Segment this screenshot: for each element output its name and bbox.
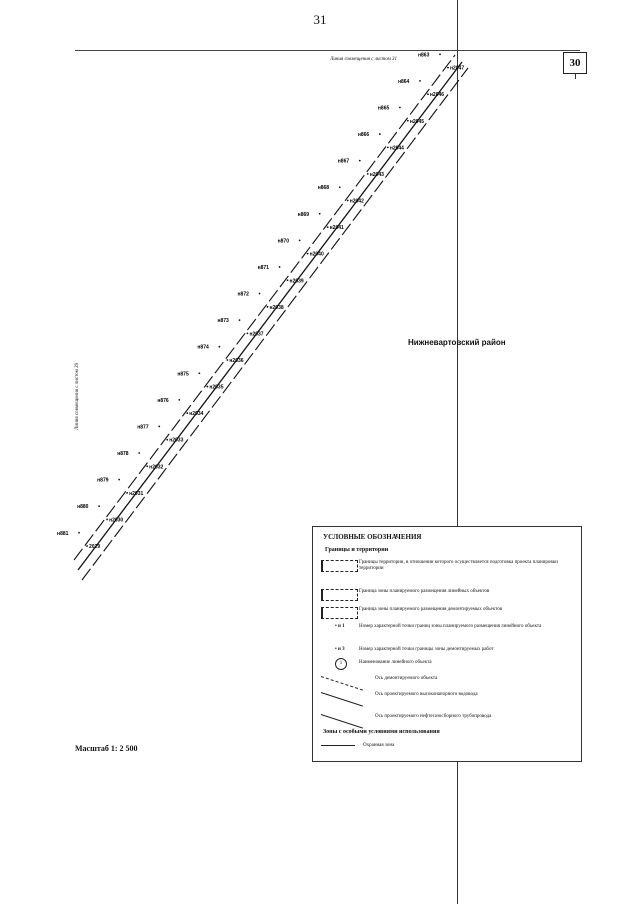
- lower-point-label: н2032: [149, 464, 164, 471]
- lower-point-label: н2043: [369, 171, 384, 178]
- lower-point-marker: [387, 146, 389, 148]
- upper-point-marker: [239, 319, 241, 321]
- upper-point-marker: [198, 372, 200, 374]
- lower-point-marker: [206, 386, 208, 388]
- lower-point-marker: [287, 279, 289, 281]
- lower-point-marker: [247, 333, 249, 335]
- upper-point-marker: [118, 479, 120, 481]
- upper-point-marker: [339, 186, 341, 188]
- upper-point-label: н864: [397, 78, 410, 85]
- lower-point-label: н2042: [349, 198, 364, 205]
- legend-line-symbol: [321, 714, 363, 729]
- legend-item-text: Ось проектируемого нефтегазосборного трубопровода: [375, 714, 492, 719]
- upper-point-label: н865: [377, 105, 390, 112]
- lower-point-marker: [106, 519, 108, 521]
- lower-point-label: н2045: [409, 118, 425, 125]
- lower-point-label: н2041: [329, 225, 344, 232]
- lower-point-label: н2035: [209, 384, 224, 391]
- lower-point-label: н2034: [189, 411, 204, 418]
- upper-point-label: н869: [297, 211, 310, 218]
- lower-point-marker: [347, 200, 349, 202]
- lower-point-marker: [146, 465, 148, 467]
- lower-point-marker: [126, 492, 128, 494]
- point-labels: [57, 52, 464, 550]
- page-number: 31: [313, 12, 327, 27]
- lower-point-label: н2038: [269, 304, 284, 311]
- upper-point-label: н868: [317, 185, 330, 192]
- legend-item-text: Граница зоны планируемого размещения демонтируемых объектов: [359, 607, 503, 612]
- upper-point-label: н870: [277, 238, 290, 245]
- legend-item-text: Номер характерной точки границ зоны планируемого размещения линейного объекта: [359, 624, 542, 629]
- lower-point-label: н2031: [129, 490, 144, 497]
- legend-item-text: Граница зоны планируемого размещения линейных объектов: [359, 589, 490, 594]
- legend-boundary-symbol: [321, 589, 358, 601]
- legend-item-text: Ось проектируемого высоконапорного водовода: [375, 692, 478, 697]
- upper-point-marker: [259, 293, 261, 295]
- upper-point-label: н875: [177, 371, 189, 378]
- upper-point-marker: [319, 213, 321, 215]
- lower-point-label: н2036: [229, 357, 244, 364]
- upper-point-marker: [138, 452, 140, 454]
- lower-point-label: н2039: [289, 278, 304, 285]
- upper-point-label: н877: [137, 424, 149, 431]
- upper-point-marker: [219, 346, 221, 348]
- lower-point-marker: [186, 412, 188, 414]
- lower-point-marker: [447, 67, 449, 69]
- upper-point-marker: [98, 505, 100, 507]
- legend-zone-symbol: [321, 745, 355, 746]
- upper-point-label: н863: [417, 52, 430, 59]
- upper-point-label: н881: [57, 530, 69, 537]
- legend-point-symbol: • н 1: [335, 624, 345, 629]
- upper-point-marker: [178, 399, 180, 401]
- legend-item-text: Номер характерной точки границы зоны демонтируемых работ: [359, 647, 494, 652]
- lower-point-marker: [226, 359, 228, 361]
- legend-line-symbol: [321, 692, 363, 707]
- lower-point-marker: [407, 120, 409, 122]
- lower-point-marker: [427, 93, 429, 95]
- corridor-lower-boundary: [82, 65, 468, 580]
- lower-point-label: н2030: [109, 517, 124, 524]
- upper-point-marker: [299, 239, 301, 241]
- upper-point-marker: [359, 160, 361, 162]
- upper-point-label: н880: [77, 504, 89, 511]
- lower-point-marker: [166, 439, 168, 441]
- district-label: Нижневартовский район: [408, 338, 506, 347]
- pipeline-corridor: [74, 55, 468, 580]
- legend-dashdot-symbol: [321, 676, 363, 691]
- scale-label: Масштаб 1: 2 500: [75, 744, 138, 753]
- legend-item-text: Наименование линейного объекта: [359, 660, 432, 665]
- upper-point-label: н867: [337, 158, 350, 165]
- legend-section-zones: Зоны с особыми условиями использования: [323, 729, 440, 735]
- lower-point-label: н2037: [249, 331, 264, 338]
- lower-point-marker: [267, 306, 269, 308]
- upper-point-label: н878: [117, 451, 129, 458]
- upper-point-marker: [279, 266, 281, 268]
- sheet-number: 30: [563, 52, 587, 74]
- corridor-upper-boundary: [74, 55, 455, 560]
- lower-point-label: н2033: [169, 437, 184, 444]
- legend-zone-text: Охранная зона: [363, 743, 395, 748]
- legend-item-text: Границы территории, в отношении которого осуществляется подготовка проекта планировки территории: [359, 560, 558, 571]
- legend-boundary-symbol: [321, 607, 358, 619]
- upper-point-label: н876: [157, 397, 169, 404]
- lower-point-label: н2046: [429, 92, 445, 99]
- upper-point-label: н872: [237, 291, 249, 298]
- lower-point-marker: [367, 173, 369, 175]
- upper-point-label: н879: [97, 477, 109, 484]
- lower-point-label: н2047: [449, 65, 465, 72]
- legend-title: УСЛОВНЫЕ ОБОЗНАЧЕНИЯ: [323, 533, 422, 541]
- upper-point-marker: [158, 426, 160, 428]
- lower-point-label: н2040: [309, 251, 324, 258]
- upper-point-marker: [439, 53, 441, 55]
- upper-point-marker: [78, 532, 80, 534]
- legend-boundary-symbol: [321, 560, 358, 572]
- lower-point-label: н2044: [389, 145, 404, 152]
- upper-point-label: н874: [197, 344, 209, 351]
- legend-point-symbol: • н 3: [335, 647, 345, 652]
- lower-point-marker: [86, 545, 88, 547]
- lower-point-marker: [327, 226, 329, 228]
- upper-point-label: н866: [357, 132, 370, 139]
- legend: [312, 526, 582, 762]
- upper-point-label: н871: [257, 264, 269, 271]
- lower-point-label: 2029: [89, 544, 101, 551]
- lower-point-marker: [307, 253, 309, 255]
- legend-circle-symbol: 1: [335, 658, 347, 670]
- legend-section-boundaries: Границы и территории: [325, 547, 389, 553]
- vertical-match-note: Линия совмещения с листом 29: [75, 362, 80, 430]
- upper-point-marker: [399, 107, 401, 109]
- legend-item-text: Ось демонтируемого объекта: [375, 676, 438, 681]
- upper-point-marker: [419, 80, 421, 82]
- upper-point-marker: [379, 133, 381, 135]
- match-line-label: Линия совмещения с листом 31: [330, 57, 398, 62]
- upper-point-label: н873: [217, 318, 229, 325]
